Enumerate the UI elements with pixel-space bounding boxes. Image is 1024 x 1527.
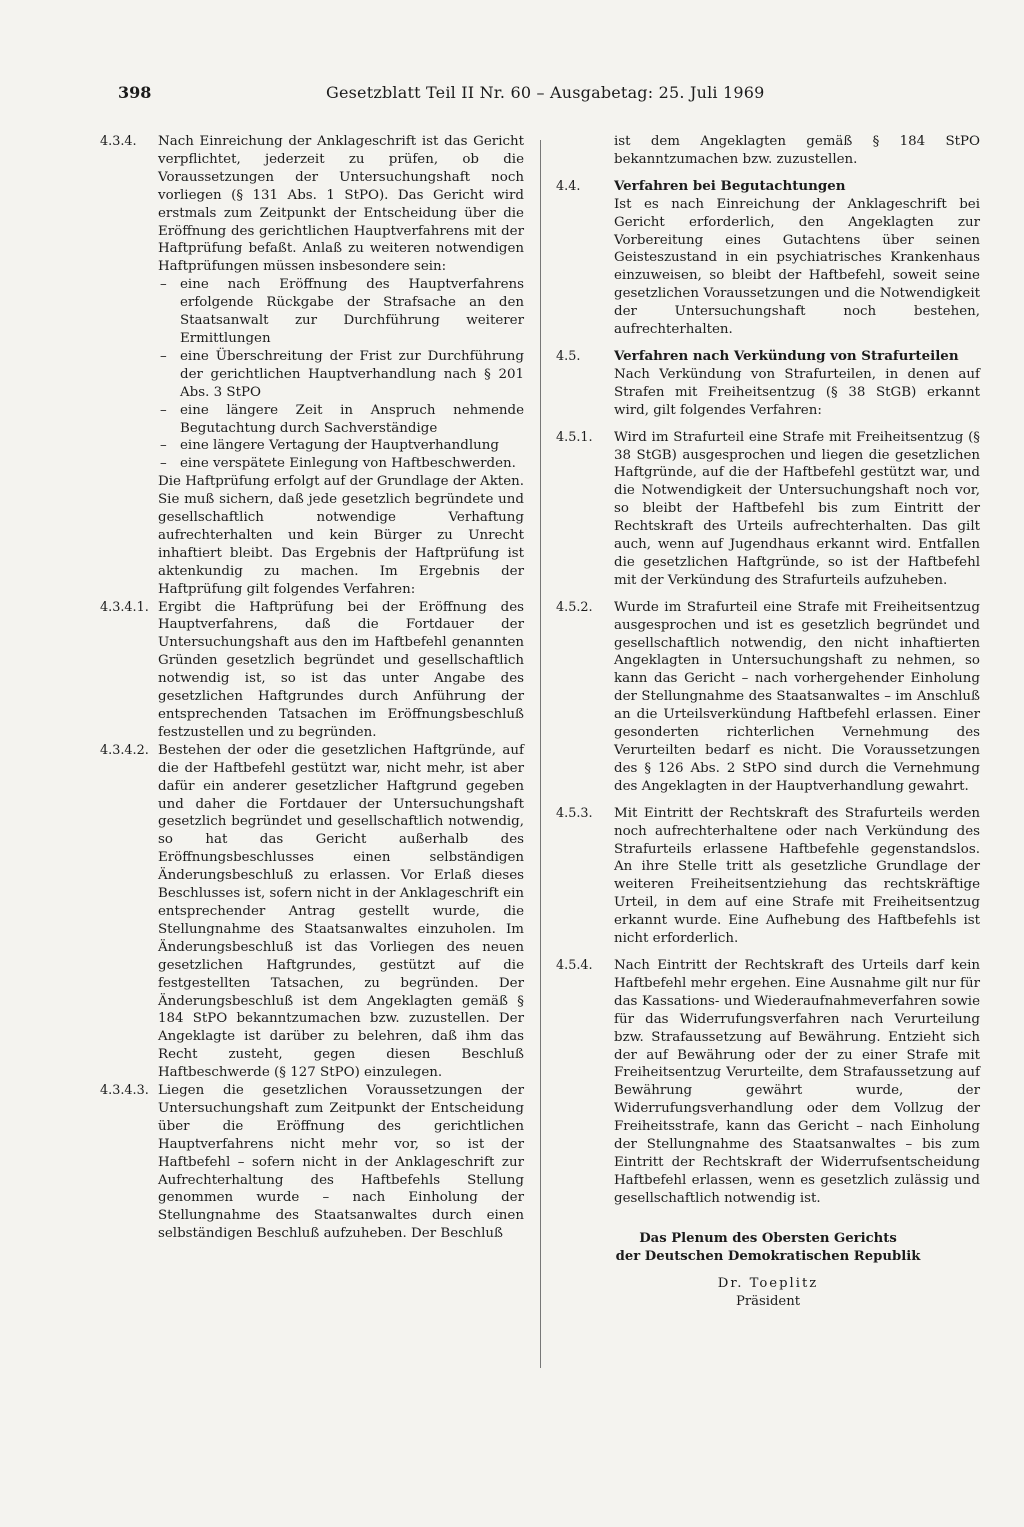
signing-body-line-1: Das Plenum des Obersten Gerichts bbox=[639, 1230, 897, 1246]
list-item: – eine längere Vertagung der Hauptverhandlung bbox=[158, 437, 524, 455]
section-body: Wurde im Strafurteil eine Strafe mit Freiheitsentzug ausgesprochen und ist es gesetzlich begründet und gesellschaftlich notwendig, den nicht inhaftierten Angeklagten in Untersuchungshaft zu nehmen, so kann das Gericht – nach vorhergehender Einholung der Stellungnahme des Staatsanwaltes – im Anschluß an die Urteilsverkündung Haftbefehl erlassen. Einer gesonderten richterlichen Vernehmung des Verurteilten bedarf es nicht. Die Voraussetzungen des § 126 Abs. 2 StPO sind durch die Vernehmung des Angeklagten in der Hauptverhandlung gewahrt. bbox=[614, 599, 980, 794]
signing-body-line-2: der Deutschen Demokratischen Republik bbox=[615, 1248, 921, 1264]
section-number: 4.5.3. bbox=[556, 805, 593, 821]
section-4-3-4-2 bbox=[100, 742, 524, 1082]
section-body: Nach Eintritt der Rechtskraft des Urteils darf kein Haftbefehl mehr ergehen. Eine Ausnahme gilt nur für das Kassations- und Wiederaufnahmeverfahren sowie für das Widerrufungsverfahren nach Verurteilung bzw. Strafaussetzung auf Bewährung. Entzieht sich der auf Bewährung oder der zu einer Strafe mit Freiheitsentzug Verurteilte, dem Strafaussetzung auf Bewährung gewährt wurde, der Widerrufungsverhandlung oder dem Vollzug der Freiheitsstrafe, kann das Gericht – nach Einholung der Stellungnahme des Staatsanwaltes – bis zum Eintritt der Rechtskraft der Widerrufsentscheidung Haftbefehl erlassen, wenn es gesetzlich zulässig und gesellschaftlich notwendig ist. bbox=[614, 957, 980, 1206]
section-body: Liegen die gesetzlichen Voraussetzungen der Untersuchungshaft zum Zeitpunkt der Entscheidung über die Eröffnung des gerichtlichen Hauptverfahrens nicht mehr vor, so ist der Haftbefehl – sofern nicht in der Anklageschrift zur Aufrechterhaltung des Haftbefehls Stellung genommen wurde – nach Einholung der Stellungnahme des Staatsanwaltes durch einen selbständigen Beschluß aufzuheben. Der Beschluß bbox=[158, 1083, 524, 1242]
section-number: 4.5.4. bbox=[556, 957, 593, 973]
page-number: 398 bbox=[118, 83, 152, 102]
section-body bbox=[158, 133, 524, 599]
running-title: Gesetzblatt Teil II Nr. 60 – Ausgabetag: 25. Juli 1969 bbox=[326, 83, 765, 102]
signatory-name: Dr. Toeplitz bbox=[717, 1276, 819, 1292]
right-column bbox=[556, 133, 980, 1311]
list-item: – eine längere Zeit in Anspruch nehmende Begutachtung durch Sachverständige bbox=[158, 402, 524, 438]
section-intro: Nach Einreichung der Anklageschrift ist das Gericht verpflichtet, jederzeit zu prüfen, ob die Voraussetzungen der Untersuchungshaft noch vorliegen (§ 131 Abs. 1 StPO). Das Gericht wird erstmals zum Zeitpunkt der Entscheidung über die Eröffnung des gerichtlichen Hauptverfahrens mit der Haftprüfung befaßt. Anlaß zu weiteren notwendigen Haftprüfungen müssen insbesondere sein: bbox=[158, 134, 524, 275]
section-text: Ist es nach Einreichung der Anklageschrift bei Gericht erforderlich, den Angeklagten zur Vorbereitung eines Gutachtens über seinen Geisteszustand in ein psychiatrisches Krankenhaus einzuweisen, so bleibt der Haftbefehl, soweit seine gesetzlichen Voraussetzungen und die Notwendigkeit der Untersuchungshaft noch bestehen, aufrechterhalten. bbox=[614, 196, 980, 338]
section-body: Ergibt die Haftprüfung bei der Eröffnung des Hauptverfahrens, daß die Fortdauer der Untersuchungshaft aus den im Haftbefehl genannten Gründen gesetzlich begründet und gesellschaftlich notwendig ist, so ist das unter Angabe des gesetzlichen Haftgrundes durch Anführung der entsprechenden Tatsachen im Eröffnungsbeschluß festzustellen und zu begründen. bbox=[158, 599, 524, 740]
section-body bbox=[614, 348, 980, 420]
section-number: 4.5. bbox=[556, 348, 581, 364]
section-4-4 bbox=[556, 178, 980, 339]
section-body: Mit Eintritt der Rechtskraft des Strafurteils werden noch aufrechterhaltene oder nach Verkündung des Strafurteils erlassene Haftbefehle gegenstandslos. An ihre Stelle tritt als gesetzliche Grundlage der weiteren Freiheitsentziehung das rechtskräftige Urteil, in dem auf eine Strafe mit Freiheitsentzug erkannt wurde. Eine Aufhebung des Haftbefehls ist nicht erforderlich. bbox=[614, 805, 980, 947]
section-number: 4.4. bbox=[556, 178, 581, 194]
section-4-3-4 bbox=[100, 133, 524, 599]
list-item: – eine verspätete Einlegung von Haftbeschwerden. bbox=[158, 455, 524, 473]
section-number: 4.5.2. bbox=[556, 599, 593, 615]
section-4-5-3 bbox=[556, 805, 980, 948]
section-number: 4.5.1. bbox=[556, 429, 593, 445]
list-item: – eine Überschreitung der Frist zur Durchführung der gerichtlichen Hauptverhandlung nach § 201 Abs. 3 StPO bbox=[158, 348, 524, 402]
section-number: 4.3.4.2. bbox=[100, 742, 149, 758]
section-number: 4.3.4.1. bbox=[100, 599, 149, 615]
left-column bbox=[100, 133, 524, 1243]
section-body bbox=[614, 178, 980, 339]
section-4-5-4 bbox=[556, 957, 980, 1208]
page-header bbox=[118, 80, 980, 106]
list-item: – eine nach Eröffnung des Hauptverfahrens erfolgende Rückgabe der Strafsache an den Staatsanwalt zur Durchführung weiterer Ermittlungen bbox=[158, 276, 524, 348]
section-4-5 bbox=[556, 348, 980, 420]
section-heading: Verfahren nach Verkündung von Strafurteilen bbox=[614, 347, 959, 364]
section-body: Bestehen der oder die gesetzlichen Haftgründe, auf die der Haftbefehl gestützt war, nicht mehr, ist aber dafür ein anderer gesetzlicher Haftgrund gegeben und daher die Fortdauer der Untersuchungshaft gesetzlich begründet und gesellschaftlich notwendig, so hat das Gericht außerhalb des Eröffnungsbeschlusses einen selbständigen Änderungsbeschluß zu erlassen. Vor Erlaß dieses Beschlusses ist, sofern nicht in der Anklageschrift ein entsprechender Antrag gestellt wurde, die Stellungnahme des Staatsanwaltes einzuholen. Im Änderungsbeschluß ist das Vorliegen des neuen gesetzlichen Haftgrundes, gestützt auf die festgestellten Tatsachen, zu begründen. Der Änderungsbeschluß ist dem Angeklagten gemäß § 184 StPO bekanntzumachen bzw. zuzustellen. Der Angeklagte ist darüber zu belehren, daß ihm das Recht zusteht, gegen diesen Beschluß Haftbeschwerde (§ 127 StPO) einzulegen. bbox=[158, 742, 524, 1081]
signature-block bbox=[556, 1230, 980, 1312]
column-divider bbox=[540, 140, 541, 1368]
section-body: Wird im Strafurteil eine Strafe mit Freiheitsentzug (§ 38 StGB) ausgesprochen und liegen die gesetzlichen Haftgründe, auf die der Haftbefehl gestützt war, und die Notwendigkeit der Untersuchungshaft noch vor, so bleibt der Haftbefehl bis zum Eintritt der Rechtskraft des Urteils aufrechterhalten. Das gilt auch, wenn auf Jugendhaus erkannt wird. Entfallen die gesetzlichen Haftgründe, so ist der Haftbefehl mit der Verkündung des Strafurteils aufzuheben. bbox=[614, 429, 980, 588]
section-number: 4.3.4. bbox=[100, 134, 137, 149]
section-outro: Die Haftprüfung erfolgt auf der Grundlage der Akten. Sie muß sichern, daß jede gesetzlich begründete und gesellschaftlich notwendige Verhaftung aufrechterhalten und kein Bürger zu Unrecht inhaftiert bleibt. Das Ergebnis der Haftprüfung ist aktenkundig zu machen. Im Ergebnis der Haftprüfung gilt folgendes Verfahren: bbox=[158, 474, 524, 597]
section-heading: Verfahren bei Begutachtungen bbox=[614, 177, 846, 194]
section-4-3-4-1 bbox=[100, 599, 524, 742]
section-4-5-2 bbox=[556, 599, 980, 796]
section-4-3-4-3 bbox=[100, 1082, 524, 1243]
signatory-role: Präsident bbox=[735, 1294, 801, 1310]
continued-text: ist dem Angeklagten gemäß § 184 StPO bekanntzumachen bzw. zuzustellen. bbox=[614, 134, 980, 167]
section-text: Nach Verkündung von Strafurteilen, in denen auf Strafen mit Freiheitsentzug (§ 38 StGB) erkannt wird, gilt folgendes Verfahren: bbox=[614, 366, 980, 418]
dash-list bbox=[158, 276, 524, 473]
section-number: 4.3.4.3. bbox=[100, 1083, 149, 1099]
section-4-5-1 bbox=[556, 429, 980, 590]
